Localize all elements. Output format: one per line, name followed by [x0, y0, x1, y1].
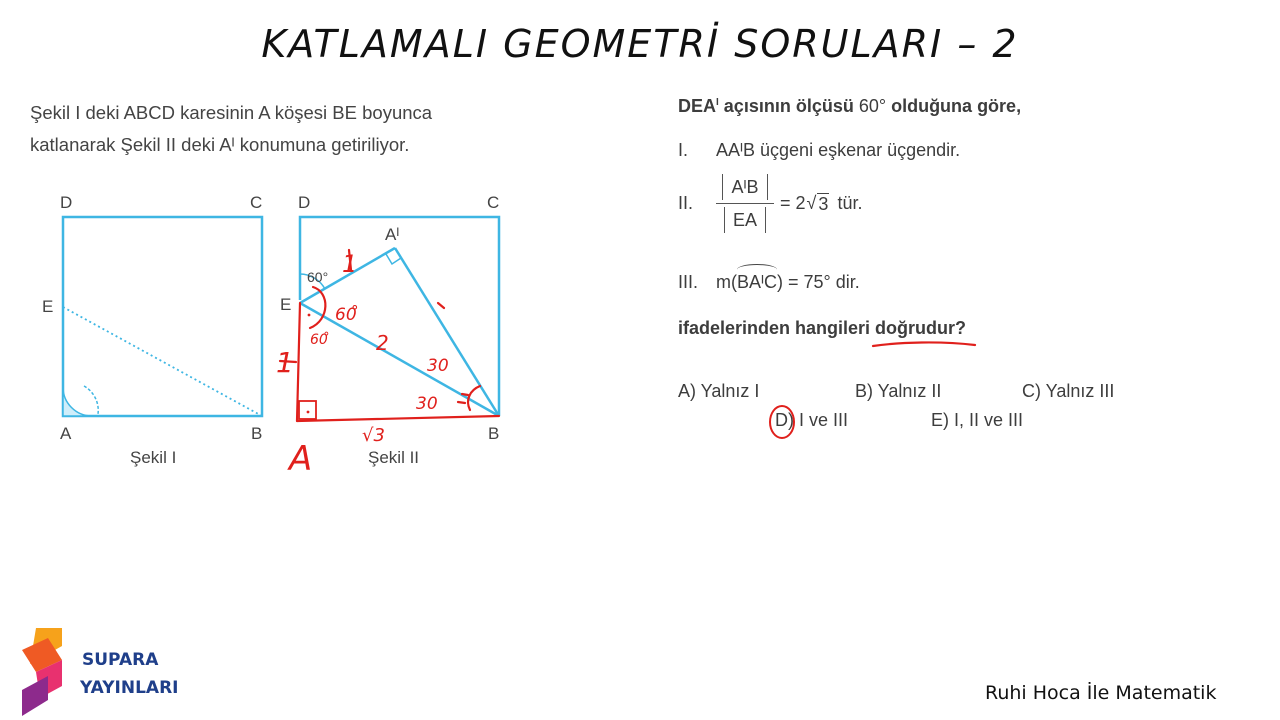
sqrt-radicand: 3 — [818, 193, 829, 214]
square-abcd — [63, 217, 262, 416]
red-segment-ab — [297, 416, 499, 421]
statement-3-angle: BAᴵC — [737, 272, 778, 292]
label-c2: C — [487, 193, 500, 212]
red-underline — [871, 338, 981, 352]
question-prompt — [678, 318, 966, 339]
stem-degree: 60° — [858, 96, 887, 116]
statement-3-pre: m( — [716, 272, 737, 292]
statement-2-eq: = 2 — [780, 193, 806, 213]
figure-2 — [280, 193, 499, 467]
statement-2 — [678, 174, 862, 233]
statement-1-text: AAᴵB üçgeni eşkenar üçgendir. — [716, 140, 961, 160]
red-60-upper: 60̊ — [335, 305, 357, 325]
label-a1: A — [60, 424, 72, 443]
statement-3 — [678, 272, 860, 293]
handwritten-labels — [276, 250, 449, 479]
label-c1: C — [250, 193, 263, 212]
red-tick-b2 — [458, 402, 465, 403]
fraction-bar — [716, 203, 774, 204]
red-tick-b1 — [462, 394, 468, 395]
stem-text-1: açısının ölçüsü — [718, 96, 859, 116]
segment-ab — [395, 248, 499, 416]
red-two: 2 — [376, 331, 389, 355]
red-a-big: A — [289, 439, 313, 479]
angle-label-60: 60° — [307, 269, 329, 285]
label-d1: D — [60, 193, 73, 212]
corner-angle-a — [63, 387, 92, 416]
supara-logo-icon — [18, 628, 68, 718]
page-title: KATLAMALI GEOMETRİ SORULARI – 2 — [261, 22, 1019, 66]
stem-sup: I — [716, 97, 719, 108]
fraction-numerator: AᴵB — [722, 174, 767, 200]
question-stem — [678, 96, 1021, 117]
choice-a[interactable]: A) Yalnız I — [678, 381, 760, 401]
choice-d[interactable]: D) I ve III — [775, 410, 849, 430]
fold-line-be — [63, 307, 262, 416]
choice-e[interactable]: E) I, II ve III — [931, 410, 1024, 430]
brand-line-1: SUPARA — [82, 650, 159, 670]
prompt-emphasis — [875, 318, 966, 338]
corner-angle-fold — [84, 386, 98, 414]
sqrt-symbol: √ — [806, 193, 817, 213]
label-b2: B — [488, 424, 500, 443]
red-one-left: 1 — [276, 346, 294, 379]
red-circle-answer — [766, 402, 798, 442]
label-b1: B — [251, 424, 263, 443]
label-aprime: Aᴵ — [385, 225, 400, 244]
choice-b[interactable]: B) Yalnız II — [855, 381, 942, 401]
prompt-emphasis-text: doğrudur? — [875, 318, 967, 338]
red-right-angle-a — [299, 401, 316, 419]
statement-3-num: III. — [678, 272, 699, 292]
square-dcb-sides — [300, 217, 499, 416]
stem-angle: DEA — [678, 96, 717, 116]
statement-3-post: ) = 75° dir. — [777, 272, 860, 292]
intro-line-2: katlanarak Şekil II deki Aᴵ konumuna getiriliyor. — [30, 134, 410, 155]
caption-figure-2: Şekil II — [368, 448, 420, 467]
statement-2-fraction — [716, 174, 774, 233]
fraction-denominator: EA — [724, 207, 766, 233]
figure-1 — [42, 193, 262, 467]
intro-line-1: Şekil I deki ABCD karesinin A köşesi BE boyunca — [30, 102, 433, 123]
red-30-lower: 30 — [416, 394, 438, 414]
label-e1: E — [42, 297, 54, 316]
label-e2: E — [280, 295, 292, 314]
statement-2-num: II. — [678, 193, 694, 213]
red-sqrt3: √3 — [362, 425, 385, 446]
red-tick-ab — [438, 303, 444, 308]
statement-2-suffix: tür. — [837, 193, 863, 213]
red-60-lower: 60̊ — [310, 332, 328, 348]
red-dot-e — [308, 314, 311, 317]
red-arc-b — [468, 386, 480, 410]
statement-1 — [678, 140, 960, 161]
prompt-text: ifadelerinden hangileri — [678, 318, 876, 338]
choice-c[interactable]: C) Yalnız III — [1022, 381, 1115, 401]
red-one-top: 1 — [342, 250, 358, 278]
footer-credit: Ruhi Hoca İle Matematik — [985, 682, 1217, 704]
brand-line-2: YAYINLARI — [80, 678, 179, 698]
caption-figure-1: Şekil I — [130, 448, 177, 467]
stem-text-2: olduğuna göre, — [886, 96, 1022, 116]
label-d2: D — [298, 193, 311, 212]
red-30-upper: 30 — [427, 356, 449, 376]
red-dot-a — [307, 411, 310, 414]
statement-1-num: I. — [678, 140, 689, 160]
